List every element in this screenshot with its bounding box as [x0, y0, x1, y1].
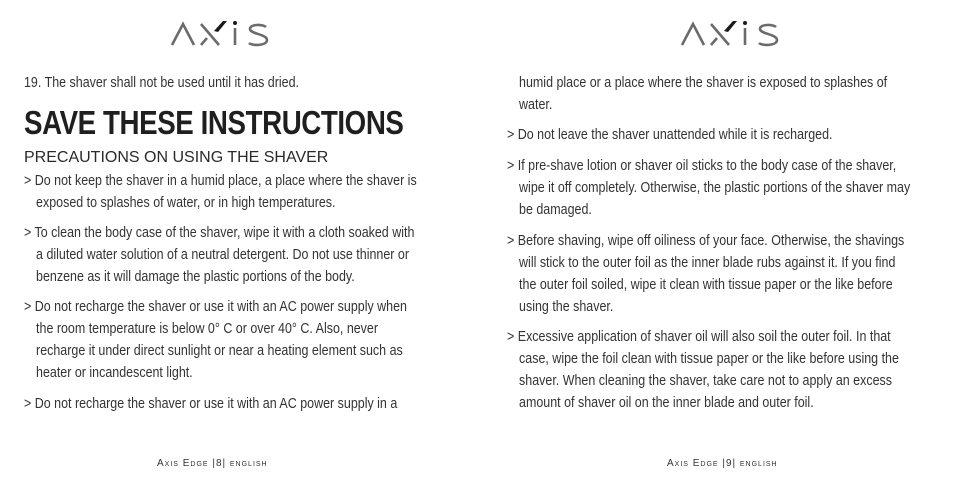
- list-item-line: > Do not keep the shaver in a humid place, a place where the shaver is: [24, 170, 417, 192]
- list-item-line: > Excessive application of shaver oil will also soil the outer foil. In that: [507, 326, 899, 348]
- list-item: [24, 296, 407, 384]
- page-footer: Axis Edge |8| english: [157, 458, 268, 469]
- continuation-text: [507, 72, 887, 116]
- list-item-line: the outer foil soiled, wipe it clean with tissue paper or the like before: [519, 277, 893, 293]
- axis-logo-mark: [170, 18, 270, 48]
- list-item-line: benzene as it will damage the plastic portions of the body.: [36, 269, 355, 285]
- axis-logo-mark: [680, 18, 780, 48]
- list-item-line: case, wipe the foil clean with tissue paper or the like before using the: [519, 351, 899, 367]
- list-item: [24, 222, 414, 288]
- list-item-line: > Do not recharge the shaver or use it with an AC power supply when: [24, 296, 407, 318]
- section-heading: PRECAUTIONS ON USING THE SHAVER: [24, 149, 329, 166]
- right-page: [477, 0, 954, 477]
- list-item: [507, 326, 899, 414]
- list-item-line: heater or incandescent light.: [36, 365, 193, 381]
- list-item: [507, 230, 904, 318]
- intro-line: 19. The shaver shall not be used until it has dried.: [24, 75, 299, 91]
- list-item-line: > To clean the body case of the shaver, wipe it with a cloth soaked with: [24, 222, 414, 244]
- list-item: [507, 155, 910, 221]
- list-item-line: the room temperature is below 0° C or over 40° C. Also, never: [36, 321, 379, 337]
- list-item-line: be damaged.: [519, 202, 592, 218]
- list-item-line: a diluted water solution of a neutral detergent. Do not use thinner or: [36, 247, 409, 263]
- page-footer: Axis Edge |9| english: [667, 458, 778, 469]
- list-item-line: wipe it off completely. Otherwise, the plastic portions of the shaver may: [519, 180, 911, 196]
- axis-logo: [680, 18, 780, 48]
- list-item-line: > Do not recharge the shaver or use it with an AC power supply in a: [24, 393, 397, 415]
- list-item-line: exposed to splashes of water, or in high temperatures.: [36, 195, 336, 211]
- list-item-line: > Do not leave the shaver unattended while it is recharged.: [507, 124, 832, 146]
- continuation-line: humid place or a place where the shaver is exposed to splashes of: [519, 75, 888, 91]
- list-item: [24, 170, 417, 214]
- list-item-line: > Before shaving, wipe off oiliness of your face. Otherwise, the shavings: [507, 230, 904, 252]
- list-item: [507, 124, 832, 146]
- list-item-line: amount of shaver oil on the inner blade and outer foil.: [519, 395, 814, 411]
- page-title: SAVE THESE INSTRUCTIONS: [24, 104, 404, 141]
- axis-logo: [170, 18, 270, 48]
- continuation-line: water.: [519, 97, 553, 113]
- list-item-line: recharge it under direct sunlight or near a heating element such as: [36, 343, 403, 359]
- list-item-line: > If pre-shave lotion or shaver oil sticks to the body case of the shaver,: [507, 155, 910, 177]
- list-item-line: shaver. When cleaning the shaver, take care not to apply an excess: [519, 373, 892, 389]
- list-item-line: using the shaver.: [519, 299, 614, 315]
- list-item: [24, 393, 397, 415]
- list-item-line: will stick to the outer foil as the inner blade rubs against it. If you find: [519, 255, 896, 271]
